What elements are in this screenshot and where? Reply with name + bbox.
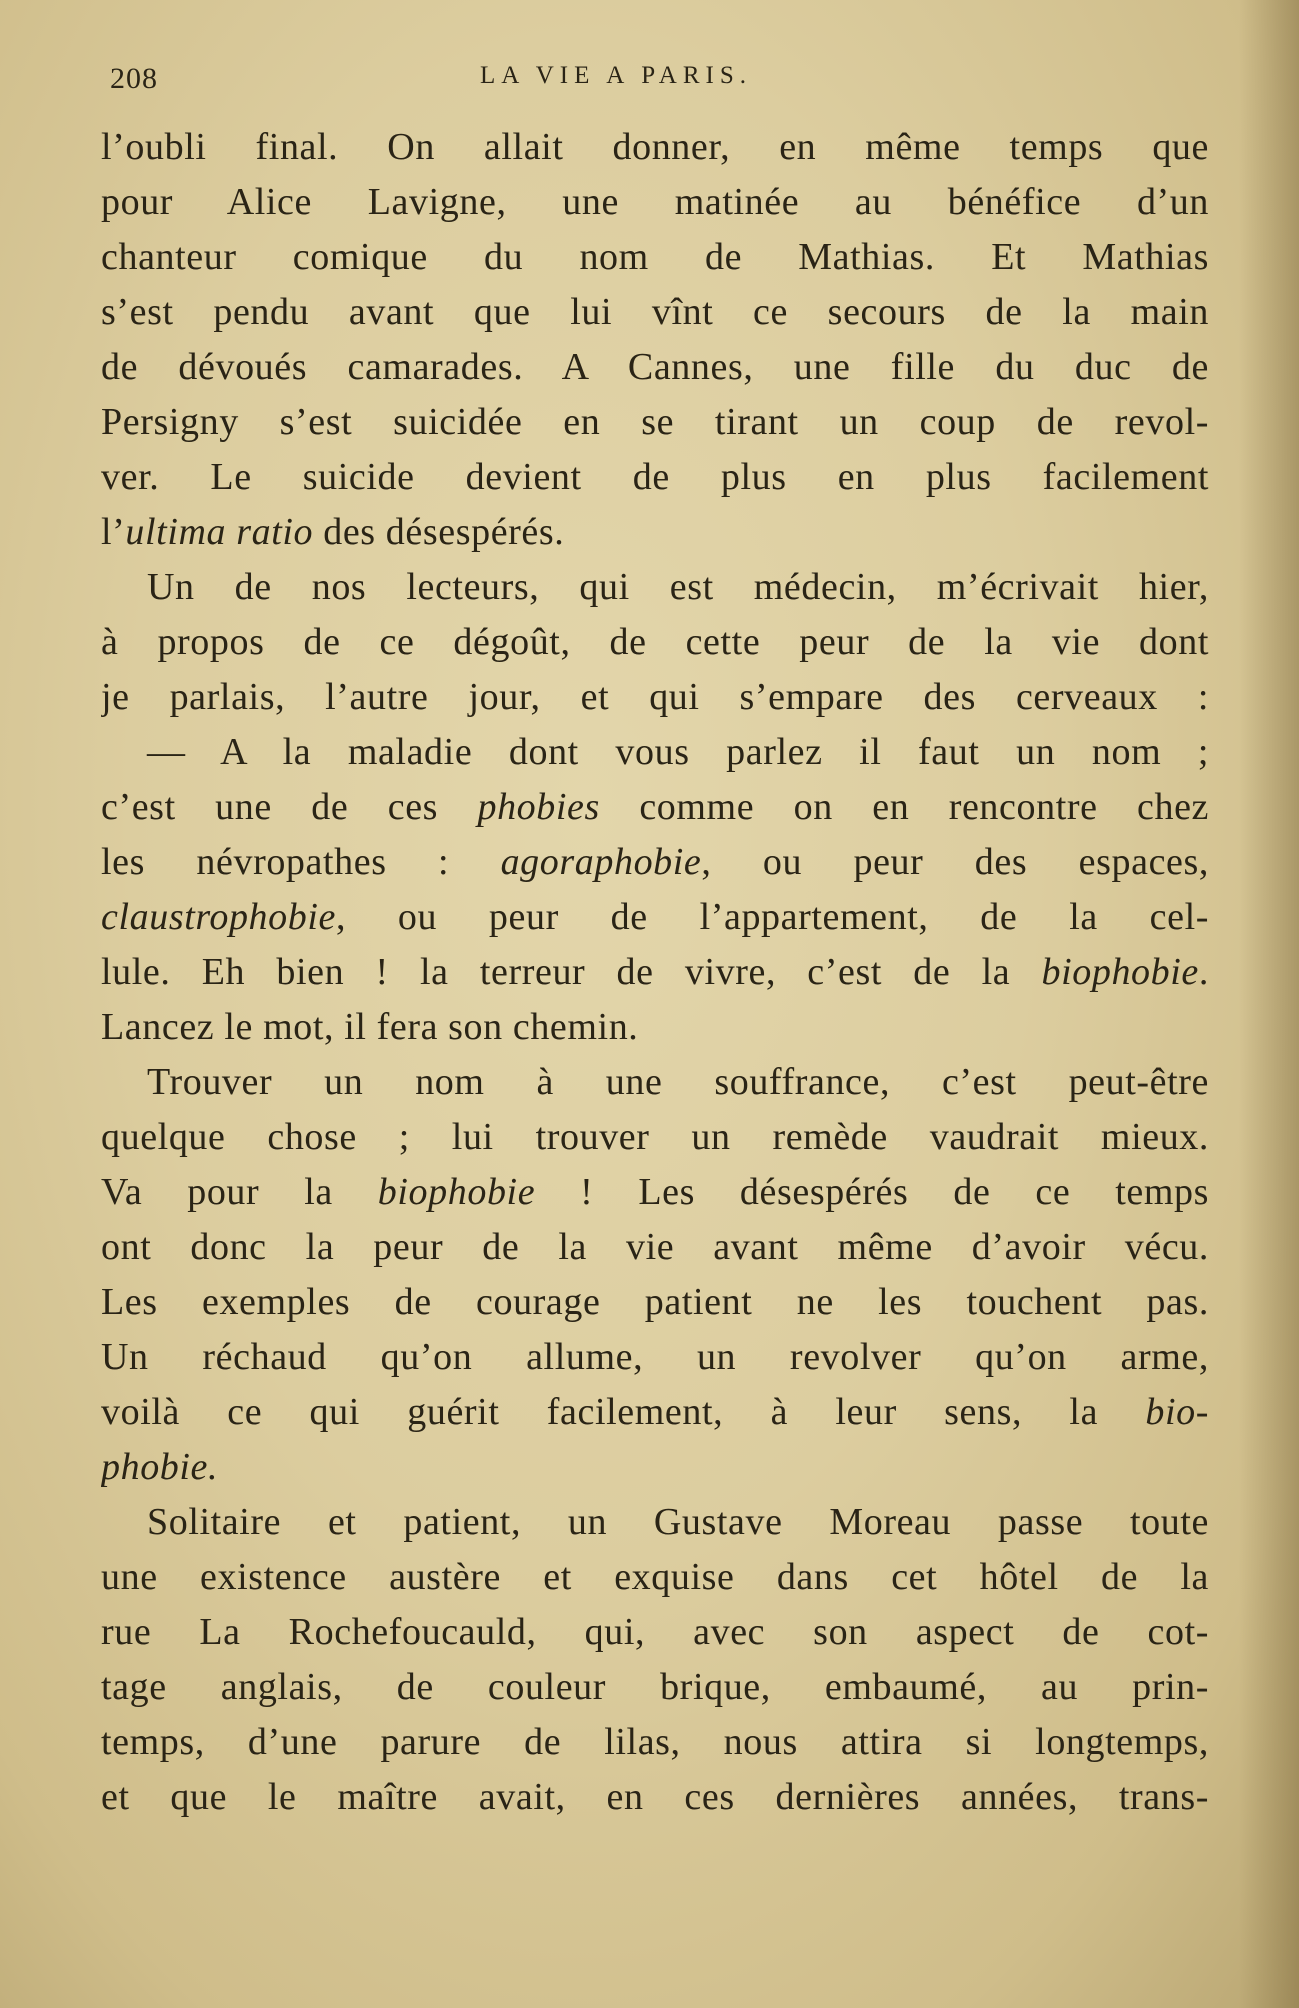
text-line: temps, d’une parure de lilas, nous attira si longtemps, xyxy=(101,1721,1209,1763)
text-line: voilà ce qui guérit facilement, à leur sens, la bio- xyxy=(101,1391,1209,1433)
text-line: claustrophobie, ou peur de l’appartement, de la cel- xyxy=(101,896,1209,938)
text-line: tage anglais, de couleur brique, embaumé, au prin- xyxy=(101,1666,1209,1708)
running-title: LA VIE A PARIS. xyxy=(480,62,753,89)
text-line: une existence austère et exquise dans cet hôtel de la xyxy=(101,1556,1209,1598)
text-line: rue La Rochefoucauld, qui, avec son aspect de cot- xyxy=(101,1611,1209,1653)
text-line: — A la maladie dont vous parlez il faut un nom ; xyxy=(147,731,1209,773)
text-line: s’est pendu avant que lui vînt ce secours de la main xyxy=(101,291,1209,333)
text-line: c’est une de ces phobies comme on en rencontre chez xyxy=(101,786,1209,828)
text-line: ont donc la peur de la vie avant même d’avoir vécu. xyxy=(101,1226,1209,1268)
running-head xyxy=(100,58,1210,98)
text-line: Un réchaud qu’on allume, un revolver qu’on arme, xyxy=(101,1336,1209,1378)
text-line: et que le maître avait, en ces dernières années, trans- xyxy=(101,1776,1209,1818)
text-line: Lancez le mot, il fera son chemin. xyxy=(101,1006,639,1048)
text-line: Un de nos lecteurs, qui est médecin, m’écrivait hier, xyxy=(147,566,1209,608)
text-line: chanteur comique du nom de Mathias. Et Mathias xyxy=(101,236,1209,278)
text-line: phobie. xyxy=(101,1446,219,1488)
text-line: quelque chose ; lui trouver un remède vaudrait mieux. xyxy=(101,1116,1209,1158)
text-line: l’oubli final. On allait donner, en même temps que xyxy=(101,126,1209,168)
text-line: de dévoués camarades. A Cannes, une fille du duc de xyxy=(101,346,1209,388)
text-line: lule. Eh bien ! la terreur de vivre, c’est de la biophobie. xyxy=(101,951,1209,993)
text-line: Les exemples de courage patient ne les touchent pas. xyxy=(101,1281,1209,1323)
text-line: l’ultima ratio des désespérés. xyxy=(101,511,565,553)
text-line: je parlais, l’autre jour, et qui s’empare des cerveaux : xyxy=(101,676,1209,718)
text-line: Solitaire et patient, un Gustave Moreau passe toute xyxy=(147,1501,1209,1543)
page-number: 208 xyxy=(110,62,158,95)
text-line: Va pour la biophobie ! Les désespérés de ce temps xyxy=(101,1171,1209,1213)
page-edge-shadow xyxy=(1239,0,1299,2008)
text-line: ver. Le suicide devient de plus en plus facilement xyxy=(101,456,1209,498)
text-line: Trouver un nom à une souffrance, c’est peut-être xyxy=(147,1061,1209,1103)
body-text xyxy=(101,120,1209,1825)
text-line: pour Alice Lavigne, une matinée au bénéfice d’un xyxy=(101,181,1209,223)
text-line: les névropathes : agoraphobie, ou peur des espaces, xyxy=(101,841,1209,883)
text-line: Persigny s’est suicidée en se tirant un coup de revol- xyxy=(101,401,1209,443)
text-line: à propos de ce dégoût, de cette peur de la vie dont xyxy=(101,621,1209,663)
